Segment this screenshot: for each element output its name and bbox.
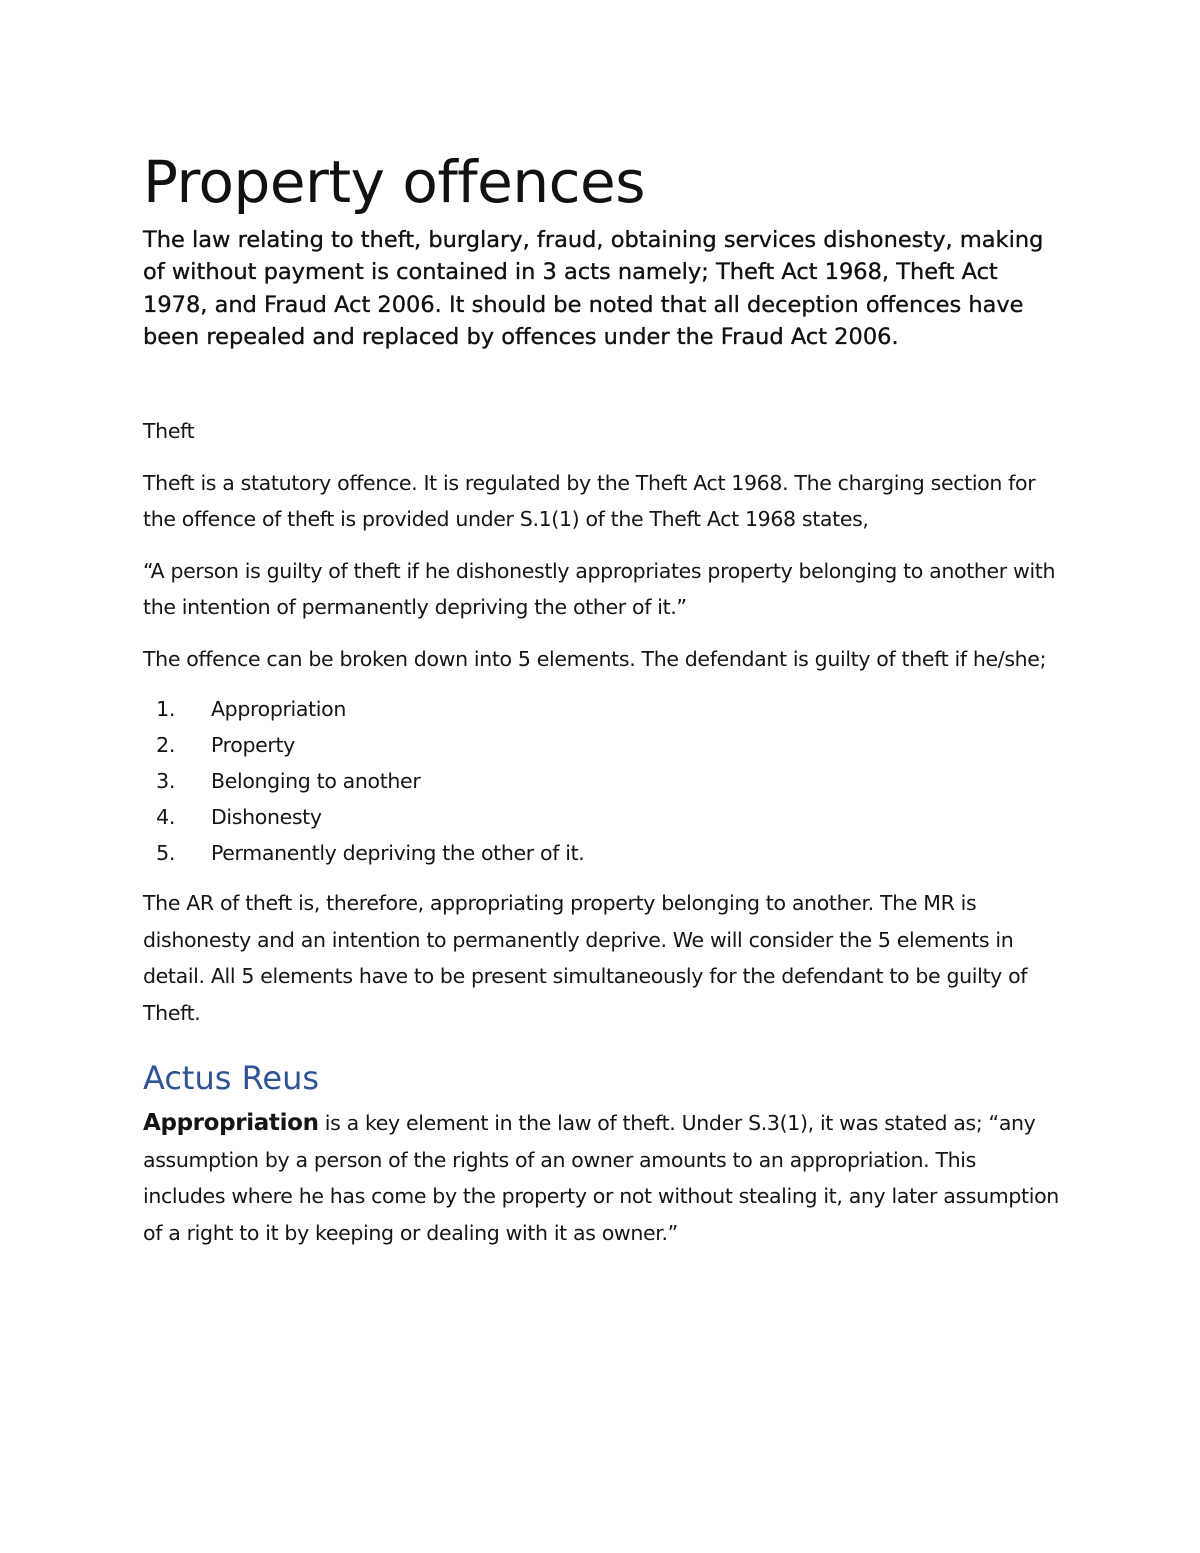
- list-item: [143, 835, 1063, 871]
- appropriation-paragraph: [143, 1105, 1063, 1251]
- elements-intro: The offence can be broken down into 5 elements. The defendant is guilty of theft if he/she;: [143, 646, 1047, 671]
- theft-paragraph: Theft is a statutory offence. It is regulated by the Theft Act 1968. The charging section for the offence of theft is provided under S.1(1) of the Theft Act 1968 states,: [143, 470, 1036, 532]
- statutory-quote: “A person is guilty of theft if he dishonestly appropriates property belonging to another with the intention of permanently depriving the other of it.”: [143, 558, 1056, 620]
- list-item: [143, 799, 1063, 835]
- ar-mr-paragraph: The AR of theft is, therefore, appropriating property belonging to another. The MR is dishonesty and an intention to permanently deprive. We will consider the 5 elements in detail. All 5 elements have to be present simultaneously for the defendant to be guilty of Theft.: [143, 891, 1028, 1025]
- list-item-text: Dishonesty: [211, 805, 322, 830]
- appropriation-term: Appropriation: [143, 1110, 319, 1137]
- document-page: [143, 140, 1063, 1251]
- list-number: 5.: [156, 841, 175, 866]
- list-number: 3.: [156, 769, 175, 794]
- list-item: [143, 727, 1063, 763]
- list-number: 1.: [156, 697, 175, 722]
- document-title: Property offences: [143, 148, 645, 216]
- theft-heading: Theft: [143, 419, 195, 444]
- list-item-text: Appropriation: [211, 697, 346, 722]
- elements-list: [143, 691, 1063, 871]
- list-item: [143, 763, 1063, 799]
- list-number: 2.: [156, 733, 175, 758]
- actus-reus-heading: Actus Reus: [143, 1059, 320, 1098]
- list-item-text: Belonging to another: [211, 769, 421, 794]
- list-item-text: Permanently depriving the other of it.: [211, 841, 585, 866]
- list-item: [143, 691, 1063, 727]
- list-item-text: Property: [211, 733, 295, 758]
- appropriation-text: is a key element in the law of theft. Under S.3(1), it was stated as; “any assumption by a person of the rights of an owner amounts to an appropriation. This includes where he has come by the property or not without stealing it, any later assumption of a right to it by keeping or dealing with it as owner.”: [143, 1111, 1059, 1245]
- list-number: 4.: [156, 805, 175, 830]
- intro-paragraph: The law relating to theft, burglary, fraud, obtaining services dishonesty, making of without payment is contained in 3 acts namely; Theft Act 1968, Theft Act 1978, and Fraud Act 2006. It should be noted that all deception offences have been repealed and replaced by offences under the Fraud Act 2006.: [143, 227, 1044, 350]
